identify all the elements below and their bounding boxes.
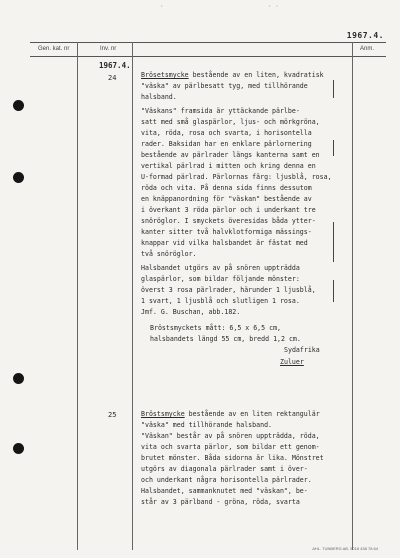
entry-line: vita och svarta pärlor, som bildar ett genom- — [141, 443, 320, 451]
entry-line: och underkant några horisontella pärlrader. — [141, 476, 312, 484]
column-divider — [132, 42, 133, 550]
entry-line: röda och vita. På denna sida finns dessutom — [141, 184, 312, 192]
entry-line: satt med små glaspärlor, ljus- och mörkgröna, — [141, 118, 320, 126]
entry-line: Brösetsmycke bestående av en liten, kvadratisk — [141, 71, 324, 79]
entry-title: Brösetsmycke — [141, 71, 189, 79]
entry-line: glaspärlor, som bildar följande mönster: — [141, 275, 300, 283]
measurement-line: halsbandets längd 55 cm, bredd 1,2 cm. — [150, 335, 301, 343]
catalog-number: 1967.4. — [346, 31, 384, 40]
col-header-anm: Anm. — [360, 46, 375, 52]
entry-line: "väska" av pärlbesatt tyg, med tillhörande — [141, 82, 308, 90]
entry-line: "Väskans" framsida är yttäckande pärlbe- — [141, 107, 300, 115]
entry-line: Jmf. G. Buschan, abb.182. — [141, 308, 241, 316]
punch-hole — [13, 172, 24, 183]
entry-line: Halsbandet utgörs av på snören uppträdda — [141, 264, 300, 272]
entry-line: "Väskan" består av på snören uppträdda, röda, — [141, 432, 320, 440]
header-row — [30, 42, 386, 57]
entry-line: bestående av pärlrader längs kanterna samt en — [141, 151, 320, 159]
entry-line: Halsbandet, sammanknutet med "väskan", be- — [141, 487, 308, 495]
punch-hole — [13, 373, 24, 384]
entry-line: två snöröglor. — [141, 250, 197, 258]
scan-speck: · · — [268, 3, 279, 10]
entry-line: utgörs av diagonala pärlrader samt i över- — [141, 465, 308, 473]
margin-mark — [333, 140, 334, 156]
column-divider — [77, 42, 78, 550]
entry-line: knappar vid vilka halsbandet är fästat med — [141, 239, 308, 247]
entry-line: 1 svart, 1 ljusblå och slutligen 1 rosa. — [141, 297, 300, 305]
scan-speck: · — [160, 3, 164, 10]
entry-line: rader. Baksidan har en enklare pärlornering — [141, 140, 312, 148]
column-divider — [352, 42, 353, 550]
entry-line: snöröglor. I smyckets överesidas båda ytter- — [141, 217, 316, 225]
entry-number: 25 — [108, 411, 117, 419]
margin-mark — [333, 280, 334, 302]
entry-line: "väska" med tillhörande halsband. — [141, 421, 273, 429]
punch-hole — [13, 100, 24, 111]
entry-line: vita, röda, rosa och svarta, i horisontella — [141, 129, 312, 137]
people-name: Zuluer — [280, 358, 304, 366]
margin-mark — [333, 222, 334, 262]
entry-line: i överkant 3 röda pärlor och i underkant tre — [141, 206, 316, 214]
entry-line: kanter sitter två halvklotformiga mässings- — [141, 228, 312, 236]
col-header-inv: Inv. nr — [100, 46, 117, 52]
entry-line: en knäppanordning för "väskan" bestående av — [141, 195, 312, 203]
entry-line: halsband. — [141, 93, 177, 101]
entry-title: Bröstsmycke — [141, 410, 185, 418]
entry-number: 24 — [108, 74, 117, 82]
punch-hole — [13, 443, 24, 454]
entry-line: överst 3 rosa pärlrader, härunder 1 ljusblå, — [141, 286, 316, 294]
col-header-gen-kat: Gen. kat. nr — [38, 46, 70, 52]
entry-line: brutet mönster. Båda sidorna är lika. Mönstret — [141, 454, 324, 462]
entry-line: vertikal pärlrad i mitten och kring denna en — [141, 162, 316, 170]
origin-region: Sydafrika — [284, 346, 320, 354]
measurement-line: Bröstsmyckets mått: 6,5 x 6,5 cm, — [150, 324, 282, 332]
printer-stamp: AHL. TUNBERG AB. 5018 438 78 64 — [312, 546, 378, 551]
entry-line: Bröstsmycke bestående av en liten rektangulär — [141, 410, 320, 418]
entry-line: U-formad pärlrad. Pärlornas färg: ljusblå, rosa, — [141, 173, 332, 181]
entry-line: står av 3 pärlband - gröna, röda, svarta — [141, 498, 300, 506]
margin-mark — [333, 80, 334, 98]
entry-date: 1967.4. — [99, 61, 131, 70]
